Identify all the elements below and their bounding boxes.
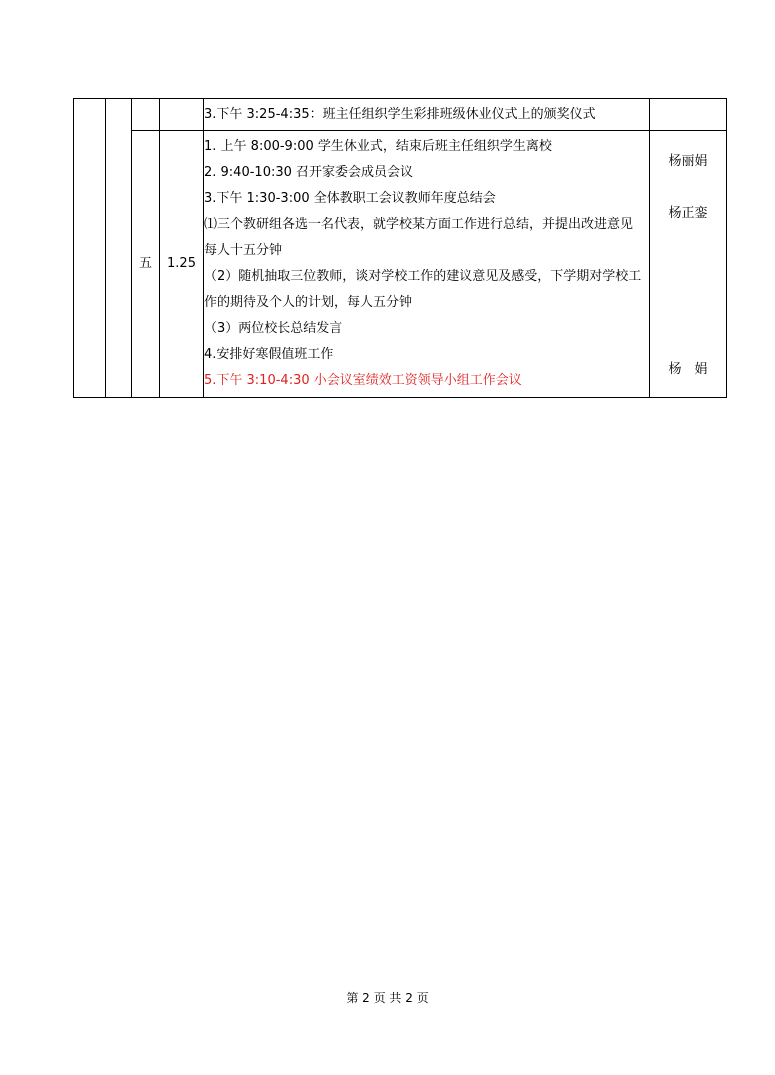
owner-cell [650, 99, 727, 131]
empty-cell [106, 99, 132, 398]
schedule-item: 3.下午 3:25-4:35：班主任组织学生彩排班级休业仪式上的颁奖仪式 [204, 106, 596, 122]
date-cell: 1.25 [160, 131, 204, 398]
schedule-item: ⑴三个教研组各选一名代表，就学校某方面工作进行总结，并提出改进意见 每人十五分钟 [204, 217, 634, 258]
empty-cell [160, 99, 204, 131]
owner-name: 杨丽娟 [668, 153, 708, 169]
weekday-cell: 五 [132, 131, 160, 398]
schedule-table [73, 98, 727, 398]
schedule-item: （3）两位校长总结发言 [204, 321, 343, 336]
table-row [74, 131, 727, 398]
schedule-item: （2）随机抽取三位教师，谈对学校工作的建议意见及感受，下学期对学校工作的期待及个人的计划，每人五分钟 [204, 269, 642, 310]
page-footer: 第 2 页 共 2 页 [346, 991, 429, 1005]
empty-cell [74, 99, 106, 398]
schedule-item: 2. 9:40-10:30 召开家委会成员会议 [204, 165, 414, 180]
schedule-item: 3.下午 1:30-3:00 全体教职工会议教师年度总结会 [204, 191, 496, 206]
schedule-item: 4.安排好寒假值班工作 [204, 347, 334, 362]
table-row [74, 99, 727, 131]
owner-name: 杨 娟 [668, 361, 708, 377]
empty-cell [132, 99, 160, 131]
schedule-item-highlight: 5.下午 3:10-4:30 小会议室绩效工资领导小组工作会议 [204, 373, 522, 388]
owner-cell [650, 131, 727, 398]
items-cell [204, 99, 650, 131]
owner-name: 杨正銮 [668, 205, 708, 221]
schedule-item: 1. 上午 8:00-9:00 学生休业式，结束后班主任组织学生离校 [204, 139, 552, 154]
items-cell [204, 131, 650, 398]
